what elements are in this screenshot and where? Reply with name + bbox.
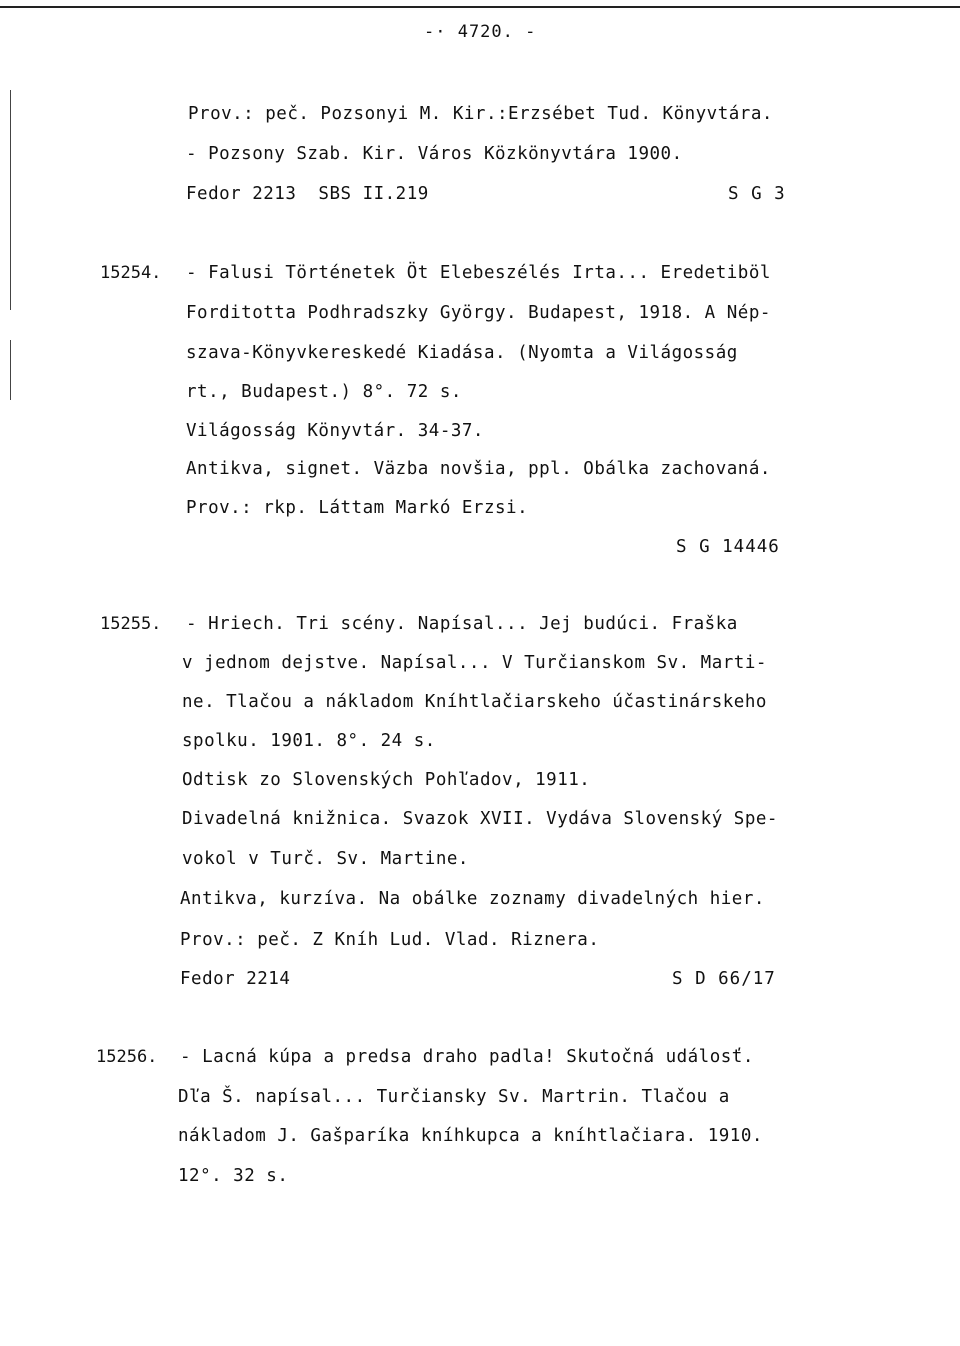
entry-line: szava-Könyvkereskedé Kiadása. (Nyomta a Világosság (186, 343, 738, 363)
entry-line: Prov.: peč. Pozsonyi M. Kir.:Erzsébet Tud. Könyvtára. (188, 104, 773, 124)
entry-line: spolku. 1901. 8°. 24 s. (182, 731, 436, 751)
entry-line: - Hriech. Tri scény. Napísal... Jej budúci. Fraška (186, 614, 738, 634)
entry-line: 12°. 32 s. (178, 1166, 289, 1186)
signature: S G 3 (728, 184, 786, 204)
top-rule (0, 6, 960, 8)
entry-line: Antikva, kurzíva. Na obálke zoznamy divadelných hier. (180, 889, 765, 909)
entry-line: - Falusi Történetek Öt Elebeszélés Irta... Eredetiböl (186, 263, 771, 283)
left-margin-mark-lower (10, 340, 11, 400)
entry-line: rt., Budapest.) 8°. 72 s. (186, 382, 462, 402)
page-number: -· 4720. - (424, 22, 537, 42)
entry-line: Divadelná knižnica. Svazok XVII. Vydáva Slovenský Spe- (182, 809, 778, 829)
entry-line: Dľa Š. napísal... Turčiansky Sv. Martrin. Tlačou a (178, 1087, 730, 1107)
entry-line: Prov.: rkp. Láttam Markó Erzsi. (186, 498, 529, 518)
entry-line: Fedor 2213 SBS II.219 (186, 184, 429, 204)
entry-line: nákladom J. Gašparíka kníhkupca a kníhtlačiara. 1910. (178, 1126, 763, 1146)
entry-line: Antikva, signet. Väzba novšia, ppl. Obálka zachovaná. (186, 459, 771, 479)
entry-line: Forditotta Podhradszky György. Budapest, 1918. A Nép- (186, 303, 771, 323)
entry-line: ne. Tlačou a nákladom Kníhtlačiarskeho účastinárskeho (182, 692, 767, 712)
signature: S D 66/17 (672, 969, 776, 989)
entry-line: Odtisk zo Slovenských Pohľadov, 1911. (182, 770, 591, 790)
left-margin-mark (10, 90, 11, 310)
entry-line: - Lacná kúpa a predsa draho padla! Skutočná událosť. (180, 1047, 754, 1067)
entry-number: 15254. (100, 263, 162, 283)
entry-line: vokol v Turč. Sv. Martine. (182, 849, 469, 869)
entry-line: - Pozsony Szab. Kir. Város Közkönyvtára 1900. (186, 144, 683, 164)
signature: S G 14446 (676, 537, 780, 557)
entry-line: Világosság Könyvtár. 34-37. (186, 421, 484, 441)
entry-line: v jednom dejstve. Napísal... V Turčianskom Sv. Marti- (182, 653, 767, 673)
entry-line: Fedor 2214 (180, 969, 291, 989)
entry-line: Prov.: peč. Z Kníh Lud. Vlad. Riznera. (180, 930, 600, 950)
entry-number: 15255. (100, 614, 162, 634)
entry-number: 15256. (96, 1047, 158, 1067)
